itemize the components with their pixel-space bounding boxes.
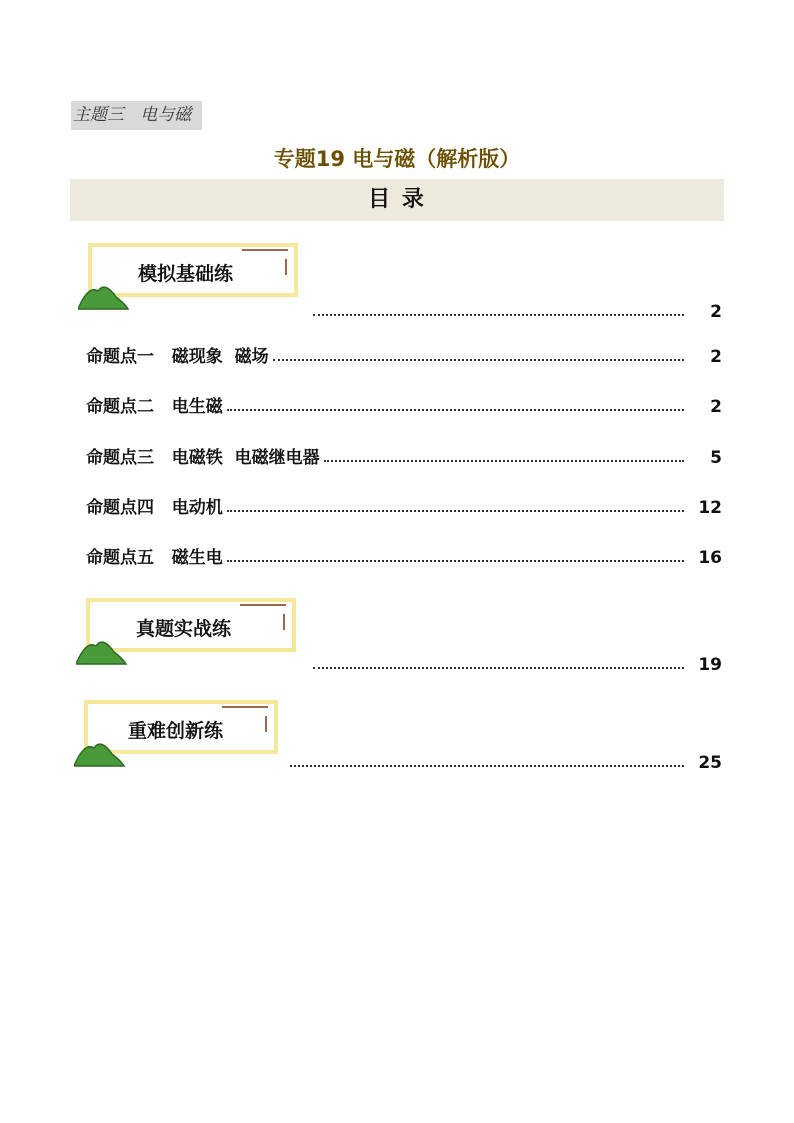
toc-entry-advanced-practice[interactable] — [290, 747, 722, 773]
hills-icon — [78, 283, 138, 311]
toc-entry-label: 命题点二 电生磁 — [86, 397, 223, 417]
page-number: 5 — [710, 448, 722, 468]
corner-accent — [222, 706, 268, 708]
dot-leader — [273, 359, 684, 361]
page-number: 25 — [698, 753, 722, 773]
corner-accent — [265, 716, 267, 732]
toc-entry-label: 命题点四 电动机 — [86, 498, 223, 518]
corner-accent — [283, 614, 285, 630]
dot-leader — [313, 667, 684, 669]
dot-leader — [227, 510, 684, 512]
hills-icon — [76, 638, 136, 666]
corner-accent — [242, 249, 288, 251]
page-number: 16 — [698, 548, 722, 568]
toc-heading: 目 录 — [70, 179, 724, 221]
section-label: 重难创新练 — [128, 720, 224, 742]
dot-leader — [227, 560, 684, 562]
toc-entry[interactable] — [86, 341, 722, 367]
corner-accent — [240, 604, 286, 606]
toc-entry[interactable] — [86, 391, 722, 417]
topic-tag: 主题三 电与磁 — [71, 101, 202, 130]
toc-entry-basic-practice[interactable] — [313, 296, 722, 322]
corner-accent — [285, 259, 287, 275]
section-basic-practice[interactable] — [78, 243, 308, 303]
hills-icon — [74, 740, 134, 768]
page-number: 2 — [710, 347, 722, 367]
dot-leader — [290, 765, 684, 767]
page-number: 12 — [698, 498, 722, 518]
page-number: 2 — [710, 397, 722, 417]
dot-leader — [227, 409, 684, 411]
section-real-exam-practice[interactable] — [76, 598, 306, 658]
dot-leader — [324, 460, 684, 462]
toc-entry[interactable] — [86, 492, 722, 518]
section-label: 真题实战练 — [136, 618, 232, 640]
page-number: 19 — [698, 655, 722, 675]
toc-entry[interactable] — [86, 442, 722, 468]
dot-leader — [313, 314, 684, 316]
toc-entry-label: 命题点一 磁现象 磁场 — [86, 347, 269, 367]
section-advanced-practice[interactable] — [74, 700, 289, 760]
toc-entry-real-exam-practice[interactable] — [313, 649, 722, 675]
toc-entry-label: 命题点三 电磁铁 电磁继电器 — [86, 448, 320, 468]
page-title: 专题19 电与磁（解析版） — [273, 147, 521, 171]
toc-entry[interactable] — [86, 542, 722, 568]
page-number: 2 — [710, 302, 722, 322]
toc-entry-label: 命题点五 磁生电 — [86, 548, 223, 568]
section-label: 模拟基础练 — [138, 263, 234, 285]
